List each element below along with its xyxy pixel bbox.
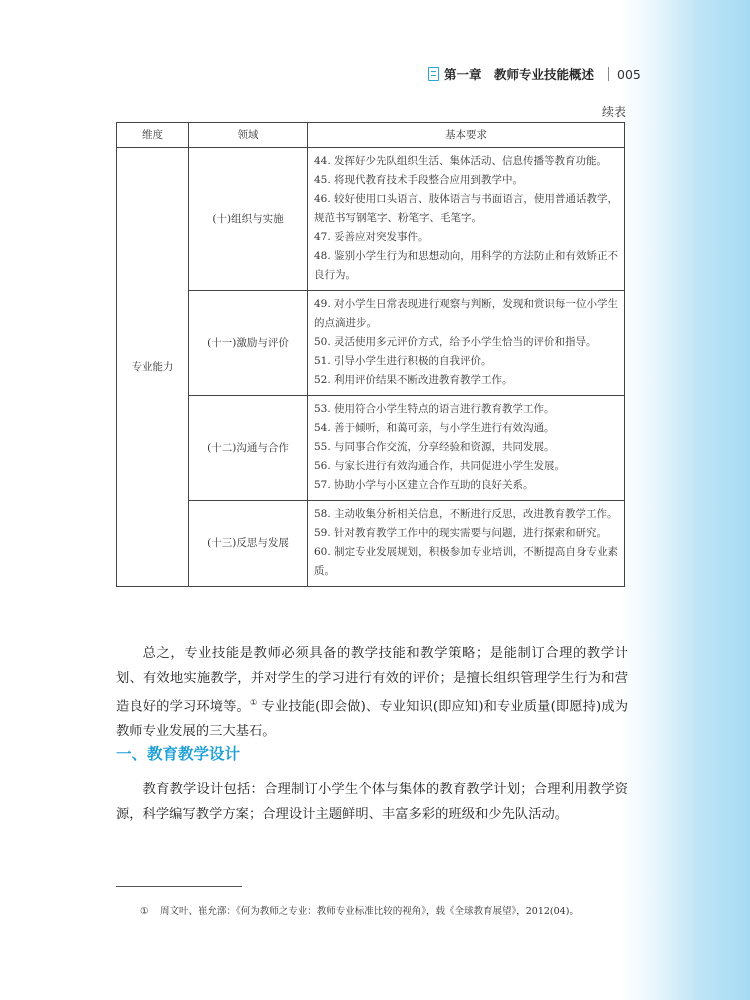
requirement-item: 44. 发挥好少先队组织生活、集体活动、信息传播等教育功能。 — [314, 155, 608, 167]
footnote-text: 周文叶、崔允漷：《何为教师之专业：教师专业标准比较的视角》，载《全球教育展望》，2012(04)。 — [160, 906, 579, 917]
page-number: 005 — [617, 66, 641, 82]
header-dimension: 维度 — [117, 123, 189, 148]
requirement-item: 45. 将现代教育技术手段整合应用到教学中。 — [314, 174, 524, 186]
footnote — [140, 903, 626, 917]
requirements-cell — [308, 396, 625, 501]
requirement-item: 49. 对小学生日常表现进行观察与判断，发现和赏识每一位小学生的点滴进步。 — [314, 298, 618, 329]
table-header-row — [117, 123, 625, 148]
table-row — [117, 148, 625, 291]
continued-label: 续表 — [601, 105, 626, 119]
requirement-item: 48. 鉴别小学生行为和思想动向，用科学的方法防止和有效矫正不良行为。 — [314, 250, 618, 281]
field-cell: (十)组织与实施 — [189, 148, 308, 291]
requirements-cell — [308, 291, 625, 396]
field-cell: (十三)反思与发展 — [189, 501, 308, 587]
running-header — [428, 64, 641, 84]
chapter-title: 第一章 教师专业技能概述 — [444, 67, 595, 82]
requirement-item: 46. 较好使用口头语言、肢体语言与书面语言，使用普通话教学，规范书写钢笔字、粉笔字、毛笔字。 — [314, 193, 618, 224]
requirement-item: 58. 主动收集分析相关信息，不断进行反思，改进教育教学工作。 — [314, 508, 618, 520]
header-field: 领域 — [189, 123, 308, 148]
footnote-mark: ① — [140, 906, 149, 917]
requirement-item: 51. 引导小学生进行积极的自我评价。 — [314, 355, 492, 367]
summary-text: 总之，专业技能是教师必须具备的教学技能和教学策略；是能制订合理的教学计划、有效地实施教学，并对学生的学习进行有效的评价；是擅长组织管理学生行为和营造良好的学习环境等。 — [116, 646, 628, 715]
field-cell: (十一)激励与评价 — [189, 291, 308, 396]
requirement-item: 57. 协助小学与小区建立合作互助的良好关系。 — [314, 479, 534, 491]
table-row — [117, 396, 625, 501]
summary-text-continued: 专业技能(即会做)、专业知识(即应知)和专业质量(即愿持)成为教师专业发展的三大基石。 — [116, 699, 629, 739]
dimension-cell: 专业能力 — [117, 148, 189, 587]
requirement-item: 47. 妥善应对突发事件。 — [314, 231, 429, 243]
requirement-item: 55. 与同事合作交流，分享经验和资源，共同发展。 — [314, 441, 555, 453]
header-requirements: 基本要求 — [308, 123, 625, 148]
requirement-item: 50. 灵活使用多元评价方式，给予小学生恰当的评价和指导。 — [314, 336, 597, 348]
book-icon — [428, 67, 439, 81]
requirement-item: 59. 针对教育教学工作中的现实需要与问题，进行探索和研究。 — [314, 527, 608, 539]
page-edge-gradient — [622, 0, 750, 1000]
field-cell: (十二)沟通与合作 — [189, 396, 308, 501]
table-row — [117, 501, 625, 587]
table-row — [117, 291, 625, 396]
section-heading: 一、教育教学设计 — [116, 745, 241, 763]
footnote-divider — [116, 886, 242, 887]
requirement-item: 60. 制定专业发展规划，积极参加专业培训，不断提高自身专业素质。 — [314, 546, 618, 577]
requirements-cell — [308, 501, 625, 587]
requirement-item: 56. 与家长进行有效沟通合作，共同促进小学生发展。 — [314, 460, 566, 472]
summary-paragraph — [116, 642, 628, 744]
requirement-item: 53. 使用符合小学生特点的语言进行教育教学工作。 — [314, 403, 555, 415]
requirement-item: 54. 善于倾听，和蔼可亲，与小学生进行有效沟通。 — [314, 422, 555, 434]
header-divider — [608, 67, 609, 81]
section-paragraph: 教育教学设计包括：合理制订小学生个体与集体的教育教学计划；合理利用教学资源，科学编写教学方案；合理设计主题鲜明、丰富多彩的班级和少先队活动。 — [116, 782, 628, 822]
requirement-item: 52. 利用评价结果不断改进教育教学工作。 — [314, 374, 513, 386]
footnote-reference[interactable]: ① — [249, 698, 258, 707]
requirements-table — [116, 122, 625, 587]
requirements-cell — [308, 148, 625, 291]
